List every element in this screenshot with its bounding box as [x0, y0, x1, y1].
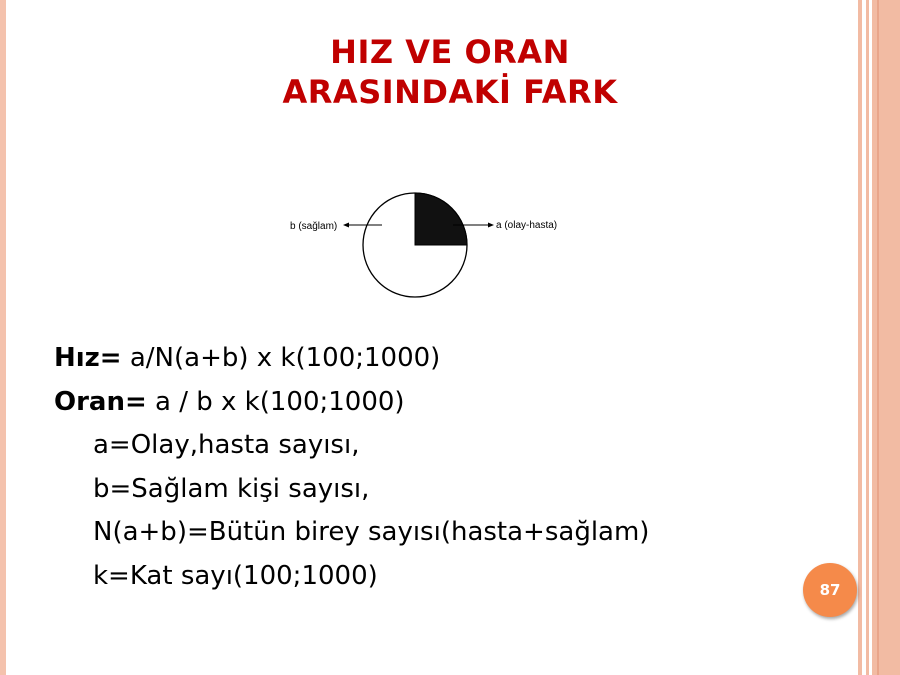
hiz-formula: a/N(a+b) x k(100;1000)	[121, 343, 441, 373]
page-number-badge: 87	[803, 563, 857, 617]
oran-formula: a / b x k(100;1000)	[146, 386, 405, 417]
hiz-formula-line	[54, 337, 649, 381]
arrow-right-head	[488, 223, 494, 228]
hiz-label: Hız=	[54, 343, 122, 373]
formula-list	[54, 337, 649, 598]
arrow-left-head	[343, 223, 349, 228]
oran-formula-line	[54, 381, 649, 425]
slide-title	[0, 32, 900, 112]
pie-slice-a	[415, 193, 467, 245]
definition-k: k=Kat sayı(100;1000)	[93, 560, 378, 591]
definition-n: N(a+b)=Bütün birey sayısı(hasta+sağlam)	[93, 517, 650, 547]
pie-diagram-svg	[285, 185, 575, 305]
oran-label: Oran=	[54, 386, 147, 417]
label-a-olay-hasta: a (olay-hasta)	[496, 220, 558, 231]
definition-a: a=Olay,hasta sayısı,	[93, 430, 360, 460]
title-line-1: HIZ VE ORAN	[330, 33, 570, 71]
pie-diagram	[285, 185, 575, 305]
label-b-saglam: b (sağlam)	[290, 221, 338, 232]
definition-b: b=Sağlam kişi sayısı,	[93, 473, 370, 504]
title-line-2: ARASINDAKİ FARK	[282, 73, 618, 111]
